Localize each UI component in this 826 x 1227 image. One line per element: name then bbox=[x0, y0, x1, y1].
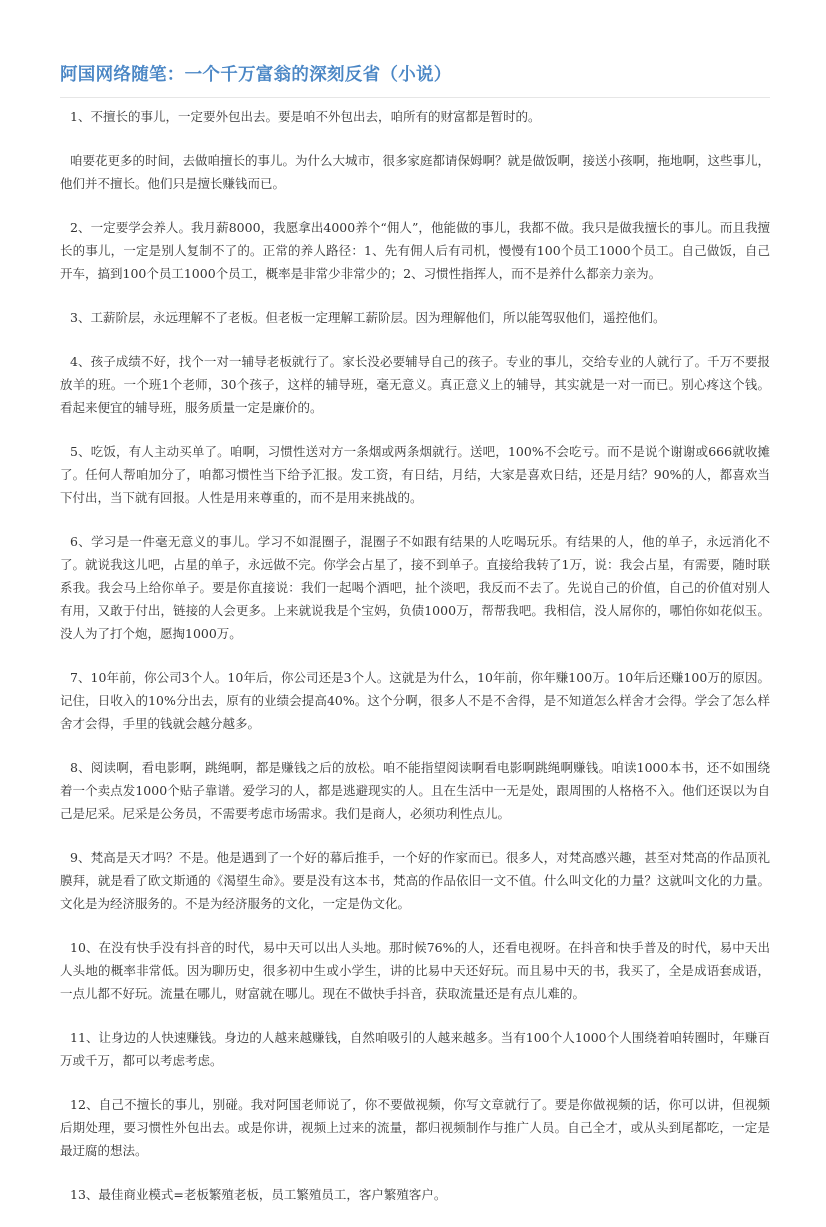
paragraph-10: 9、梵高是天才吗？不是。他是遇到了一个好的幕后推手，一个好的作家而已。很多人，对梵高感兴趣，甚至对梵高的作品顶礼膜拜，就是看了欧文斯通的《渴望生命》。要是没有这本书，梵高的作品依旧一文不值。什么叫文化的力量？这就叫文化的力量。文化是为经济服务的。不是为经济服务的文化，一定是伪文化。 bbox=[60, 850, 770, 911]
paragraph-4: 3、工薪阶层，永远理解不了老板。但老板一定理解工薪阶层。因为理解他们，所以能驾驭他们，遥控他们。 bbox=[70, 310, 666, 325]
paragraph-2: 咱要花更多的时间，去做咱擅长的事儿。为什么大城市，很多家庭都请保姆啊？就是做饭啊，接送小孩啊，拖地啊，这些事儿，他们并不擅长。他们只是擅长赚钱而已。 bbox=[60, 153, 771, 191]
paragraph-9: 8、阅读啊，看电影啊，跳绳啊，都是赚钱之后的放松。咱不能指望阅读啊看电影啊跳绳啊赚钱。咱读1000本书，还不如围绕着一个卖点发1000个贴子靠谱。爱学习的人，都是逃避现实的人。且在生活中一无是处，跟周围的人格格不入。他们还误以为自己是尼采。尼采是公务员，不需要考虑市场需求。我们是商人，必须功利性点儿。 bbox=[60, 760, 770, 821]
article-body bbox=[60, 98, 770, 1206]
paragraph-14: 13、最佳商业模式=老板繁殖老板，员工繁殖员工，客户繁殖客户。 bbox=[70, 1187, 447, 1202]
paragraph-7: 6、学习是一件毫无意义的事儿。学习不如混圈子，混圈子不如跟有结果的人吃喝玩乐。有结果的人，他的单子，永远消化不了。就说我这儿吧，占星的单子，永远做不完。你学会占星了，接不到单子。直接给我转了1万，说：我会占星，有需要，随时联系我。我会马上给你单子。要是你直接说：我们一起喝个酒吧，扯个淡吧，我反而不去了。先说自己的价值，自己的价值对别人有用，又敢于付出，链接的人会更多。上来就说我是个宝妈，负债1000万，帮帮我吧。我相信，没人屌你的，哪怕你如花似玉。没人为了打个炮，愿掏1000万。 bbox=[60, 534, 770, 641]
paragraph-13: 12、自己不擅长的事儿，别碰。我对阿国老师说了，你不要做视频，你写文章就行了。要是你做视频的话，你可以讲，但视频后期处理，要习惯性外包出去。或是你讲，视频上过来的流量，都归视频制作与推广人员。自己全才，或从头到尾都吃，一定是最迂腐的想法。 bbox=[60, 1097, 770, 1158]
paragraph-11: 10、在没有快手没有抖音的时代，易中天可以出人头地。那时候76%的人，还看电视呀。在抖音和快手普及的时代，易中天出人头地的概率非常低。因为聊历史，很多初中生或小学生，讲的比易中天还好玩。而且易中天的书，我买了，全是成语套成语，一点儿都不好玩。流量在哪儿，财富就在哪儿。现在不做快手抖音，获取流量还是有点儿难的。 bbox=[60, 940, 770, 1001]
article-title: 阿国网络随笔：一个千万富翁的深刻反省（小说） bbox=[60, 65, 452, 85]
paragraph-8: 7、10年前，你公司3个人。10年后，你公司还是3个人。这就是为什么，10年前，你年赚100万。10年后还赚100万的原因。记住，日收入的10%分出去，原有的业绩会提高40%。这个分啊，很多人不是不舍得，是不知道怎么样舍才会得。学会了怎么样舍才会得，手里的钱就会越分越多。 bbox=[60, 670, 770, 731]
paragraph-12: 11、让身边的人快速赚钱。身边的人越来越赚钱，自然咱吸引的人越来越多。当有100个人1000个人围绕着咱转圈时，年赚百万或千万，都可以考虑考虑。 bbox=[60, 1030, 770, 1068]
article bbox=[60, 62, 770, 1227]
paragraph-1: 1、不擅长的事儿，一定要外包出去。要是咱不外包出去，咱所有的财富都是暂时的。 bbox=[70, 109, 541, 124]
paragraph-3: 2、一定要学会养人。我月薪8000，我愿拿出4000养个“佣人”，他能做的事儿，我都不做。我只是做我擅长的事儿。而且我擅长的事儿，一定是别人复制不了的。正常的养人路径：1、先有佣人后有司机，慢慢有100个员工1000个员工。自己做饭，自己开车，搞到100个员工1000个员工，概率是非常少非常少的；2、习惯性指挥人，而不是养什么都亲力亲为。 bbox=[60, 220, 770, 281]
paragraph-5: 4、孩子成绩不好，找个一对一辅导老板就行了。家长没必要辅导自己的孩子。专业的事儿，交给专业的人就行了。千万不要报放羊的班。一个班1个老师，30个孩子，这样的辅导班，毫无意义。真正意义上的辅导，其实就是一对一而已。别心疼这个钱。看起来便宜的辅导班，服务质量一定是廉价的。 bbox=[60, 354, 770, 415]
paragraph-6: 5、吃饭，有人主动买单了。咱啊，习惯性送对方一条烟或两条烟就行。送吧，100%不会吃亏。而不是说个谢谢或666就收摊了。任何人帮咱加分了，咱都习惯性当下给予汇报。发工资，有日结，月结，大家是喜欢日结，还是月结？90%的人，都喜欢当下付出，当下就有回报。人性是用来尊重的，而不是用来挑战的。 bbox=[60, 444, 770, 505]
